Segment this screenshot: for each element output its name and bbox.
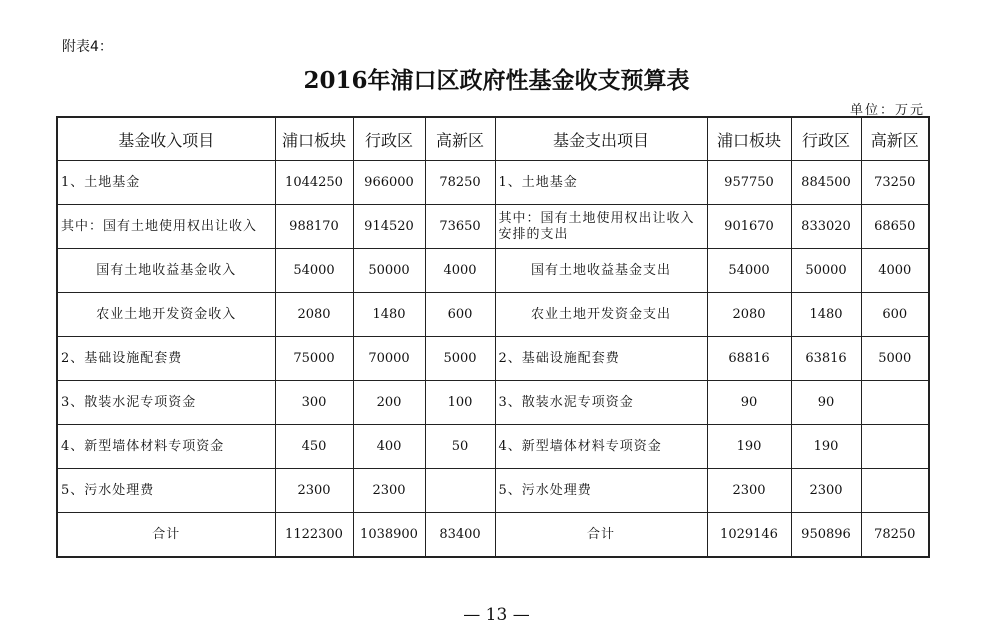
expense-hitech: 68650 [861, 205, 929, 249]
expense-total-hitech: 78250 [861, 513, 929, 558]
expense-pukou: 2080 [707, 293, 791, 337]
income-item: 4、新型墙体材料专项资金 [57, 425, 275, 469]
income-total-pukou: 1122300 [275, 513, 353, 558]
income-hitech: 600 [425, 293, 495, 337]
income-hitech: 4000 [425, 249, 495, 293]
expense-pukou: 190 [707, 425, 791, 469]
expense-hitech: 4000 [861, 249, 929, 293]
expense-item: 国有土地收益基金支出 [495, 249, 707, 293]
income-total-hitech: 83400 [425, 513, 495, 558]
header-income-pukou: 浦口板块 [275, 117, 353, 161]
expense-item: 1、土地基金 [495, 161, 707, 205]
income-hitech: 78250 [425, 161, 495, 205]
income-admin: 1480 [353, 293, 425, 337]
expense-hitech [861, 381, 929, 425]
expense-pukou: 901670 [707, 205, 791, 249]
table-row [57, 205, 929, 249]
income-pukou: 2300 [275, 469, 353, 513]
income-hitech [425, 469, 495, 513]
expense-total-label: 合计 [495, 513, 707, 558]
expense-pukou: 2300 [707, 469, 791, 513]
expense-total-pukou: 1029146 [707, 513, 791, 558]
expense-admin: 190 [791, 425, 861, 469]
expense-item: 3、散装水泥专项资金 [495, 381, 707, 425]
income-admin: 966000 [353, 161, 425, 205]
total-row [57, 513, 929, 558]
income-admin: 2300 [353, 469, 425, 513]
expense-admin: 2300 [791, 469, 861, 513]
expense-admin: 833020 [791, 205, 861, 249]
expense-admin: 884500 [791, 161, 861, 205]
income-pukou: 988170 [275, 205, 353, 249]
table-row [57, 425, 929, 469]
header-income-hitech: 高新区 [425, 117, 495, 161]
expense-pukou: 90 [707, 381, 791, 425]
expense-pukou: 54000 [707, 249, 791, 293]
expense-pukou: 68816 [707, 337, 791, 381]
income-item: 其中：国有土地使用权出让收入 [57, 205, 275, 249]
income-total-admin: 1038900 [353, 513, 425, 558]
expense-hitech: 5000 [861, 337, 929, 381]
income-hitech: 50 [425, 425, 495, 469]
expense-admin: 1480 [791, 293, 861, 337]
income-item: 2、基础设施配套费 [57, 337, 275, 381]
table-row [57, 469, 929, 513]
header-income-admin: 行政区 [353, 117, 425, 161]
expense-hitech [861, 469, 929, 513]
expense-item: 其中：国有土地使用权出让收入安排的支出 [495, 205, 707, 249]
income-hitech: 5000 [425, 337, 495, 381]
income-admin: 200 [353, 381, 425, 425]
attachment-label: 附表4： [62, 39, 113, 55]
income-hitech: 100 [425, 381, 495, 425]
income-hitech: 73650 [425, 205, 495, 249]
header-expense-pukou: 浦口板块 [707, 117, 791, 161]
table-row [57, 337, 929, 381]
expense-item: 农业土地开发资金支出 [495, 293, 707, 337]
page-title: 2016年浦口区政府性基金收支预算表 [303, 67, 690, 94]
expense-admin: 63816 [791, 337, 861, 381]
expense-admin: 50000 [791, 249, 861, 293]
expense-pukou: 957750 [707, 161, 791, 205]
income-pukou: 54000 [275, 249, 353, 293]
budget-table [56, 116, 930, 558]
table-row [57, 381, 929, 425]
income-item: 国有土地收益基金收入 [57, 249, 275, 293]
income-pukou: 1044250 [275, 161, 353, 205]
header-income-item: 基金收入项目 [57, 117, 275, 161]
income-pukou: 2080 [275, 293, 353, 337]
expense-hitech: 73250 [861, 161, 929, 205]
expense-item: 4、新型墙体材料专项资金 [495, 425, 707, 469]
table-row [57, 249, 929, 293]
table-row [57, 293, 929, 337]
income-item: 农业土地开发资金收入 [57, 293, 275, 337]
income-admin: 70000 [353, 337, 425, 381]
header-expense-hitech: 高新区 [861, 117, 929, 161]
income-admin: 914520 [353, 205, 425, 249]
page-number: — 13 — [463, 605, 530, 625]
unit-label: 单位：万元 [849, 103, 925, 118]
expense-total-admin: 950896 [791, 513, 861, 558]
expense-hitech: 600 [861, 293, 929, 337]
expense-hitech [861, 425, 929, 469]
income-item: 1、土地基金 [57, 161, 275, 205]
income-pukou: 450 [275, 425, 353, 469]
income-pukou: 300 [275, 381, 353, 425]
income-admin: 400 [353, 425, 425, 469]
income-pukou: 75000 [275, 337, 353, 381]
expense-admin: 90 [791, 381, 861, 425]
income-item: 5、污水处理费 [57, 469, 275, 513]
header-row [57, 117, 929, 161]
expense-item: 5、污水处理费 [495, 469, 707, 513]
income-item: 3、散装水泥专项资金 [57, 381, 275, 425]
expense-item: 2、基础设施配套费 [495, 337, 707, 381]
header-expense-admin: 行政区 [791, 117, 861, 161]
header-expense-item: 基金支出项目 [495, 117, 707, 161]
table-row [57, 161, 929, 205]
income-total-label: 合计 [57, 513, 275, 558]
income-admin: 50000 [353, 249, 425, 293]
